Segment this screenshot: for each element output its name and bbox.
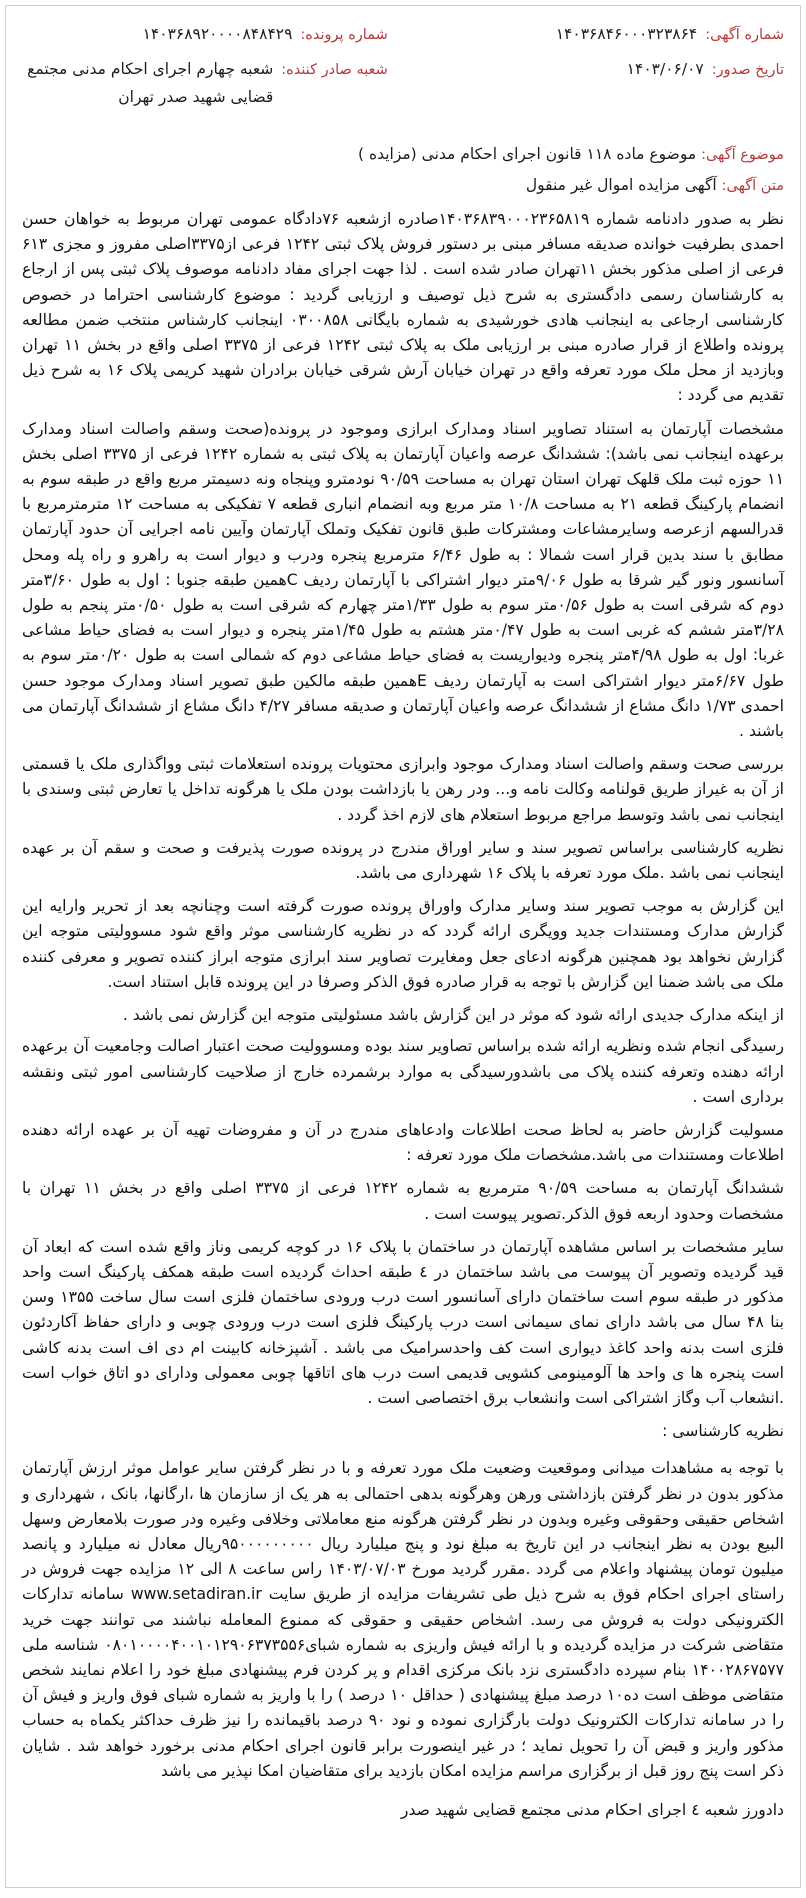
issue-date-value: ۱۴۰۳/۰۶/۰۷ [626,60,704,78]
paragraph-liability: این گزارش به موجب تصویر سند وسایر مدارک واوراق پرونده صورت گرفته است وچنانچه بعد از تحریر وارایه این گزارش مدارک ومستندات جدید وویگری ارائه گردد که در نظریه کارشناسی موثر واقع شود مسوولیتی متوجه این گزارش نخواهد بود همچنین هرگونه ادعای جعل ومغایرت تصاویر سند ابرازی متوجه ابراز کننده تصویر و معرفی کننده ملک می باشد ضمنا این گزارش با توجه به قرار صادره فوق الذکر وصرفا در این پرونده قابل استناد است. [22,897,784,991]
case-number-value: ۱۴۰۳۶۸۹۲۰۰۰۰۸۴۸۴۲۹ [142,25,293,43]
notice-text-value: آگهی مزایده اموال غیر منقول [525,176,717,194]
meta-right-column [418,20,784,90]
paragraph-basis: نظریه کارشناسی براساس تصویر سند و سایر اوراق مندرج در پرونده صورت پذیرفت و صحت و سقم آن بر عهده اینجانب نمی باشد .ملک مورد تعرفه با پلاک ۱۶ شهرداری می باشد. [22,838,784,883]
issuing-branch-label: شعبه صادر کننده: [281,62,388,78]
issue-date-label: تاریخ صدور: [711,62,784,78]
notice-text-label: متن آگهی: [721,178,784,194]
paragraph-verdict: نظر به صدور دادنامه شماره ۱۴۰۳۶۸۳۹۰۰۰۲۳۶۵۸۱۹صادره ازشعبه ۷۶دادگاه عمومی تهران مربوط به خواهان حسن احمدی بطرفیت خوانده صدیقه مسافر مبنی بر دستور فروش پلاک ثبتی ۱۲۴۲ فرعی از۳۳۷۵اصلی مفروز و مجزی ۶۱۳ فرعی از اصلی مذکور بخش ۱۱تهران صادر شده است . لذا جهت اجرای مفاد دادنامه موصوف پلاک ثبتی پس از ارجاع به کارشناسان رسمی دادگستری به شرح ذیل توصیف و ارزیابی گردید : موضوع کارشناسی احتراما در خصوص کارشناسی ارجاعی به اینجانب هادی خورشیدی به شماره بایگانی ۰۳۰۰۸۵۸ اینجانب کارشناس منتخب ضمن مطالعه پرونده واطلاع از قرار صادره مبنی بر ارزیابی ملک به پلاک ثبتی ۱۲۴۲ فرعی از ۳۳۷۵ اصلی واقع در بخش ۱۱ تهران وبازدید از محل ملک مورد تعرفه واقع در تهران خیابان آرش شرقی خیابان برادران شهید کریمی پلاک ۱۶ به شرح ذیل تقدیم می گردد : [22,210,785,405]
meta-left-column [22,20,388,117]
ad-number-value: ۱۴۰۳۶۸۴۶۰۰۰۳۲۳۸۶۴ [555,25,698,43]
paragraph-apartment-specs: مشخصات آپارتمان به استناد تصاویر اسناد ومدارک ابرازی وموجود در پرونده(صحت وسقم واصالت اسناد ومدارک برعهده اینجانب نمی باشد): ششدانگ عرصه واعیان آپارتمان به پلاک ثبتی به شماره ۱۲۴۲ فرعی از ۳۳۷۵ اصلی بخش ۱۱ حوزه ثبت ملک قلهک تهران استان تهران به مساحت ۹۰/۵۹ نودمترو وپنجاه ونه دسیمتر مربع واقع در طبقه سوم به انضمام پارکینگ قطعه ۲۱ به مساحت ۱۰/۸ متر مربع وبه انضمام انباری قطعه ۷ تفکیکی به مساحت ۱۲ مترمترمربع با قدرالسهم ازعرصه وسایرمشاعات ومشترکات طبق قانون تفکیک وتملک آپارتمان وآیین نامه اجرایی آن حدود آپارتمان مطابق با سند بدین قرار است شمالا : به طول ۶/۴۶ مترمربع پنجره ودرب و دیوار است به راهرو و راه پله ومحل آسانسور ونور گیر شرقا به طول ۹/۰۶متر دیوار اشتراکی با آپارتمان ردیف Cهمین طبقه جنوبا : اول به طول ۳/۶۰متر دوم که شرقی است به طول ۰/۵۶متر سوم به طول ۱/۳۳متر چهارم که شرقی است به طول ۰/۵۰متر پنجم به طول ۳/۲۸متر ششم که غربی است به طول ۰/۴۷متر هشتم به طول ۱/۴۵متر پنجره و دیوار است به فضای حیاط مشاعی غربا: اول به طول ۴/۹۸متر پنجره ودیواریست به فضای حیاط مشاعی دوم که شمالی است به طول ۰/۲۰متر سوم به طول ۶/۶۷متر دیوار اشتراکی است به آپارتمان ردیف Eهمین طبقه مالکین طبق تصویر اسناد ومدارک موجود حسن احمدی ۱/۷۳ دانگ مشاع از ششدانگ عرصه واعیان آپارتمان و صدیقه مسافر ۴/۲۷ دانگ مشاع از ششدانگ آپارتمان می باشند . [22,419,785,741]
paragraph-report-responsibility: مسولیت گزارش حاضر به لحاظ صحت اطلاعات وادعاهای مندرج در آن و مفروضات تهیه آن بر عهده ارائه دهنده اطلاعات ومستندات می باشد.مشخصات ملک مورد تعرفه : [22,1120,784,1165]
case-number-row [22,20,388,49]
notice-meta [22,20,784,117]
issuing-branch-row [22,55,388,111]
case-number-label: شماره پرونده: [300,27,388,43]
paragraph-property-summary: ششدانگ آپارتمان به مساحت ۹۰/۵۹ مترمربع به شماره ۱۲۴۲ فرعی از ۳۳۷۵ اصلی واقع در بخش ۱۱ تهران با مشخصات وحدود اربعه فوق الذکر.تصویر پیوست است . [22,1179,784,1223]
subject-block [22,139,784,201]
subject-label: موضوع آگهی: [701,147,784,163]
auction-notice-page [5,5,801,1888]
paragraph-document-review: بررسی صحت وسقم واصالت اسناد ومدارک موجود وابرازی محتویات پرونده استعلامات ثبتی وواگذاری ملک یا قسمتی از آن به غیراز طریق قولنامه وکالت نامه و... ودر رهن یا بازداشت بودن ملک یا هرگونه تداخل یا تعارض ثبتی وسندی با اینجانب نمی باشد وتوسط مراجع مربوط استعلام های لازم اخذ گردد . [22,755,784,824]
subject-value: موضوع ماده ۱۱۸ قانون اجرای احکام مدنی (مزایده ) [357,145,697,163]
ad-number-row [418,20,784,49]
signature-line: دادورز شعبه ٤ اجرای احکام مدنی مجتمع قضایی شهید صدر [400,1800,784,1819]
ad-number-label: شماره آگهی: [705,27,784,43]
paragraph-review-scope: رسیدگی انجام شده ونظریه ارائه شده براساس تصاویر سند بوده ومسوولیت صحت اعتبار اصالت وجامعیت آن برعهده ارائه دهنده وتعرفه کننده پلاک می باشدورسیدگی به موارد برشمرده خارج از صلاحیت کارشناسی امور ثبتی ونقشه برداری است . [22,1037,784,1106]
notice-text-row [22,170,784,201]
issue-date-row [418,55,784,84]
notice-body [22,207,784,1823]
paragraph-valuation-and-auction: با توجه به مشاهدات میدانی وموقعیت وضعیت ملک مورد تعرفه و با در نظر گرفتن سایر عوامل موثر ارزش آپارتمان مذکور بدون در نظر گرفتن بازداشتی ورهن وهرگونه بدهی احتمالی به هر یک از سازمان ها ،ارگانها، بانک ، شهرداری و اشخاص حقیقی وحقوقی وغیره وبدون در نظر گرفتن هرگونه منع معاملاتی وخلافی وغیره ودر صورت بلامعارض وسهل البیع بودن به نظر اینجانب در این تاریخ به مبلغ نود و پنج میلیارد ریال ۹۵۰۰۰۰۰۰۰۰۰ریال معادل نه میلیارد و پانصد میلیون تومان پیشنهاد واعلام می گردد .مقرر گردید مورخ ۱۴۰۳/۰۷/۰۳ راس ساعت ۸ الی ۱۲ مزایده جهت فروش در راستای اجرای احکام فوق به شرح ذیل طی تشریفات مزایده از طریق سایت www.setadiran.ir سامانه تدارکات الکترونیکی دولت به فروش می رسد. اشخاص حقیقی و حقوقی که ممنوع المعامله نباشند می توانند جهت خرید متقاضی شرکت در مزایده گردیده و با ارائه فیش واریزی به شماره شبای۰۸۰۱۰۰۰۰۴۰۰۱۰۱۲۹۰۶۳۷۳۵۵۶ شناسه ملی ۱۴۰۰۲۸۶۷۵۷۷ بنام سپرده دادگستری نزد بانک مرکزی اقدام و پر کردن فرم پیشنهادی مبلغ خود را اعلام نمایند شخص متقاضی موظف است ده۱۰ درصد مبلغ پیشنهادی ( حداقل ۱۰ درصد ) را با واریز به شماره شبای فوق واریز و فیش آن را در سامانه تدارکات الکترونیک دولت بارگزاری نموده و نود ۹۰ درصد باقیمانده را نیز ظرف حداکثر یکماه به حساب مذکور واریز و قبض آن را تحویل نماید ؛ در غیر اینصورت برابر قانون اجرای احکام مدنی برخورد خواهد شد . شایان ذکر است پنج روز قبل از برگزاری مراسم مزایده امکان بازدید برای متقاضیان امکا نپذیر می باشد [22,1459,785,1780]
subject-row [22,139,784,170]
paragraph-building-details: سایر مشخصات بر اساس مشاهده آپارتمان در ساختمان با پلاک ۱۶ در کوچه کریمی وناز واقع شده است که ابعاد آن قید گردیده وتصویر آن پیوست می باشد ساختمان در ٤ طبقه احداث گردیده است طبقه همکف پارکینگ است واحد مذکور در طبقه سوم است ساختمان دارای آسانسور است درب ورودی ساختمان فلزی است سال ساخت ۱۳۵۵ وسن بنا ۴۸ سال می باشد دارای نمای سیمانی است درب پارکینگ فلزی است درب ورودی چوبی و دارای حفاظ آکاردئون فلزی است بدنه واحد کاغذ دیواری است کف واحدسرامیک می باشد . آشپزخانه کابینت ام دی اف است بدنه کاشی است پنجره ها ی واحد ها آلومینومی کشویی قدیمی است درب های اتاقها چوبی معمولی ودارای دو اتاق خواب است .انشعاب آب وگاز اشتراکی است وانشعاب برق اختصاصی است . [22,1237,784,1407]
issuing-branch-value: شعبه چهارم اجرای احکام مدنی مجتمع قضایی شهید صدر تهران [27,60,274,106]
expert-opinion-heading: نظریه کارشناسی : [662,1422,784,1441]
paragraph-new-documents: از اینکه مدارک جدیدی ارائه شود که موثر در این گزارش باشد مسئولیتی متوجه این گزارش نمی باشد . [122,1006,784,1025]
